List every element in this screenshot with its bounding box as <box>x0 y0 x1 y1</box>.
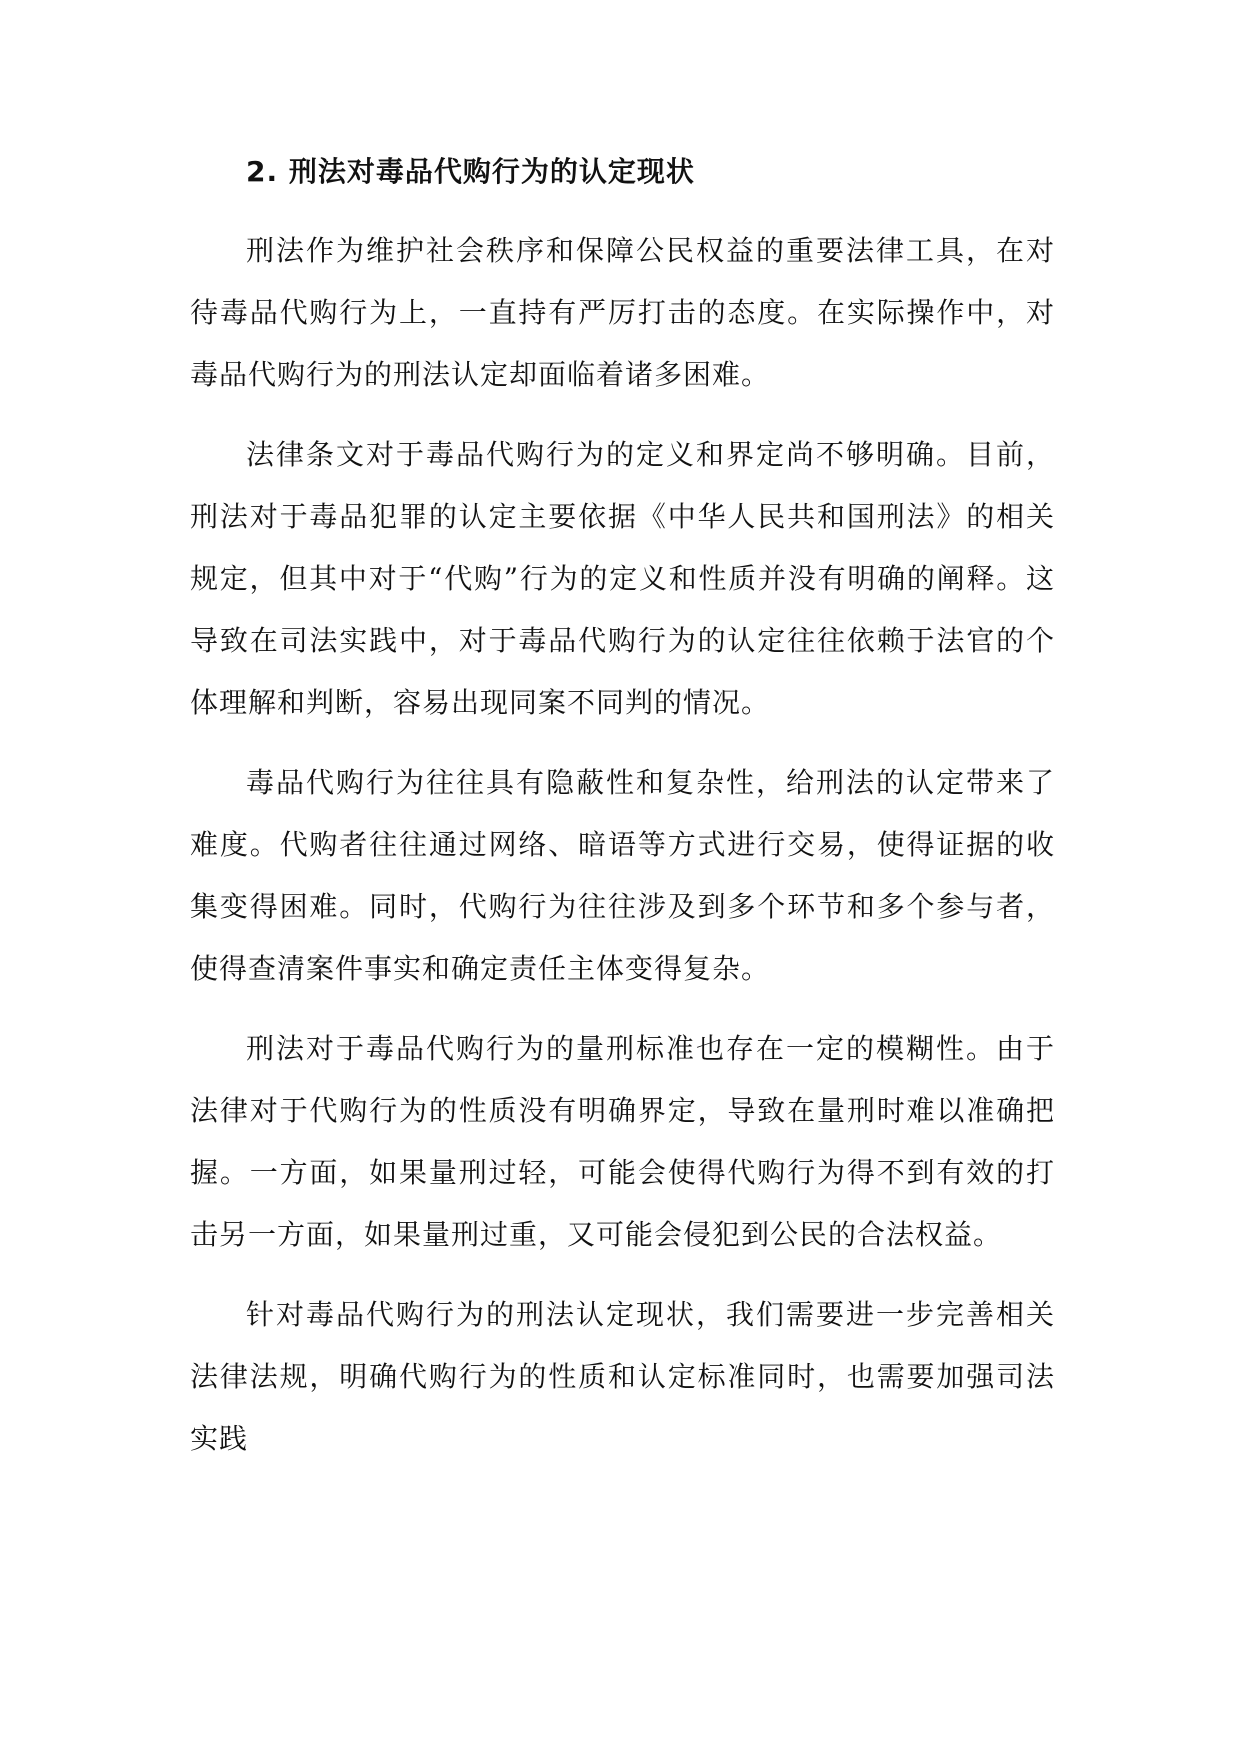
paragraph-5: 针对毒品代购行为的刑法认定现状，我们需要进一步完善相关法律法规，明确代购行为的性质和认定标准同时，也需要加强司法实践 <box>190 1298 1055 1455</box>
section-heading: 2. 刑法对毒品代购行为的认定现状 <box>246 155 695 188</box>
paragraph-2: 法律条文对于毒品代购行为的定义和界定尚不够明确。目前，刑法对于毒品犯罪的认定主要依据《中华人民共和国刑法》的相关规定，但其中对于“代购”行为的定义和性质并没有明确的阐释。这导致在司法实践中，对于毒品代购行为的认定往往依赖于法官的个体理解和判断，容易出现同案不同判的情况。 <box>190 438 1055 719</box>
paragraph-4: 刑法对于毒品代购行为的量刑标准也存在一定的模糊性。由于法律对于代购行为的性质没有明确界定，导致在量刑时难以准确把握。一方面，如果量刑过轻，可能会使得代购行为得不到有效的打击另一方面，如果量刑过重，又可能会侵犯到公民的合法权益。 <box>190 1032 1055 1251</box>
paragraph-1: 刑法作为维护社会秩序和保障公民权益的重要法律工具，在对待毒品代购行为上，一直持有严厉打击的态度。在实际操作中，对毒品代购行为的刑法认定却面临着诸多困难。 <box>190 234 1055 391</box>
document-body <box>190 146 1055 1470</box>
paragraph-3: 毒品代购行为往往具有隐蔽性和复杂性，给刑法的认定带来了难度。代购者往往通过网络、暗语等方式进行交易，使得证据的收集变得困难。同时，代购行为往往涉及到多个环节和多个参与者，使得查清案件事实和确定责任主体变得复杂。 <box>190 766 1055 985</box>
